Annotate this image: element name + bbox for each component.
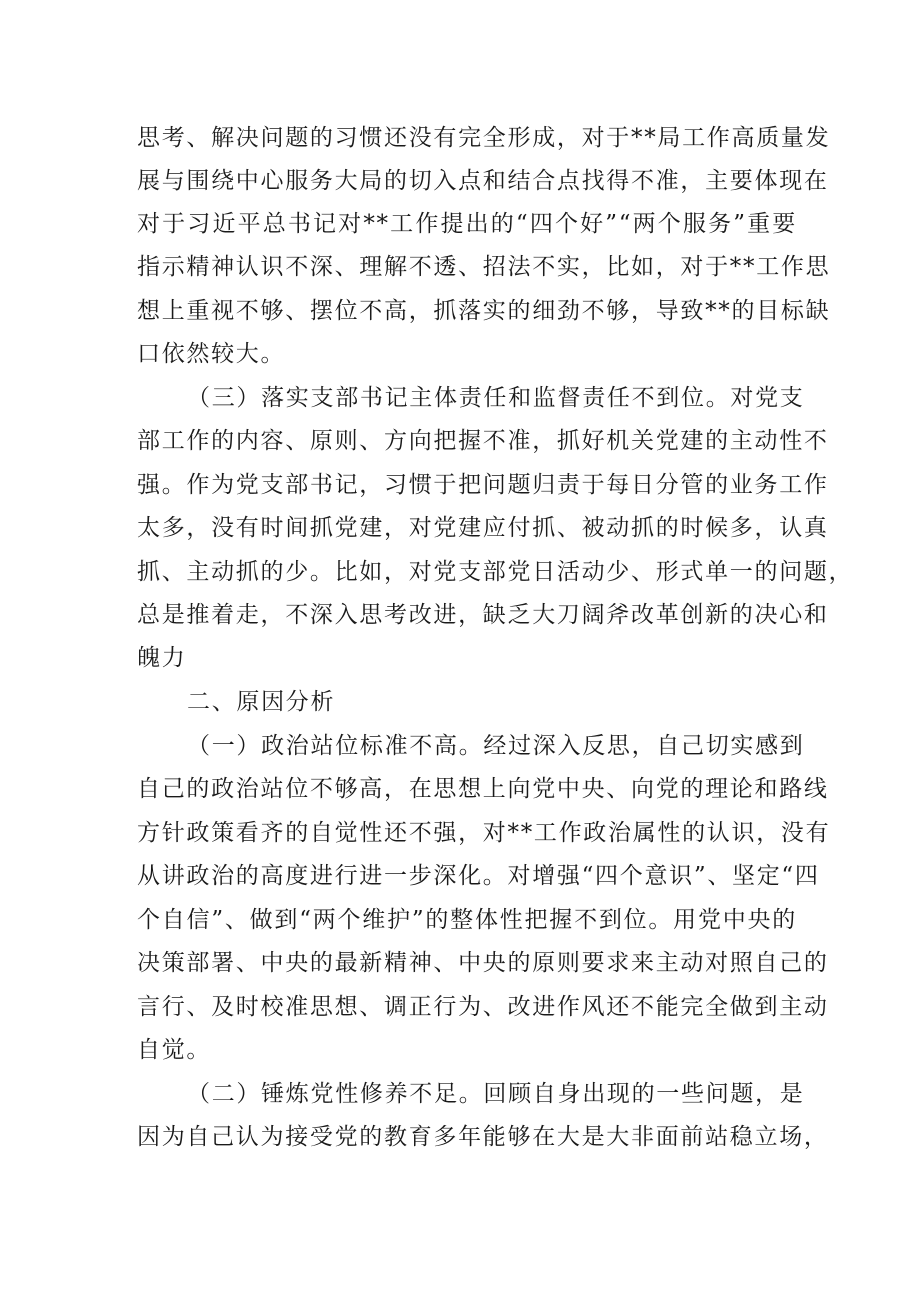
chapter-heading: 二、原因分析 bbox=[187, 689, 336, 715]
text-line: 从讲政治的高度进行进一步深化。对增强“四个意识”、坚定“四 bbox=[137, 863, 820, 889]
text-line: 决策部署、中央的最新精神、中央的原则要求来主动对照自己的 bbox=[137, 950, 829, 976]
text-line: 太多，没有时间抓党建，对党建应付抓、被动抓的时候多，认真 bbox=[137, 515, 829, 541]
text-line: 对于习近平总书记对**工作提出的“四个好”“两个服务”重要 bbox=[137, 211, 797, 237]
text-line: 抓、主动抓的少。比如，对党支部党日活动少、形式单一的问题， bbox=[137, 559, 854, 585]
text-line: 口依然较大。 bbox=[137, 341, 286, 367]
text-line: 魄力 bbox=[137, 645, 187, 671]
text-line: 指示精神认识不深、理解不透、招法不实，比如，对于**工作思 bbox=[137, 254, 831, 280]
section-heading-line: （三）落实支部书记主体责任和监督责任不到位。对党支 bbox=[187, 385, 805, 411]
text-line: 想上重视不够、摆位不高，抓落实的细劲不够，导致**的目标缺 bbox=[137, 298, 831, 324]
text-line: 言行、及时校准思想、调正行为、改进作风还不能完全做到主动 bbox=[137, 994, 829, 1020]
section-heading-line: （一）政治站位标准不高。经过深入反思，自己切实感到 bbox=[187, 733, 805, 759]
text-line: 总是推着走，不深入思考改进，缺乏大刀阔斧改革创新的决心和 bbox=[137, 602, 829, 628]
text-line: 方针政策看齐的自觉性还不强，对**工作政治属性的认识，没有 bbox=[137, 820, 831, 846]
text-line: 展与围绕中心服务大局的切入点和结合点找得不准，主要体现在 bbox=[137, 168, 829, 194]
text-line: 部工作的内容、原则、方向把握不准，抓好机关党建的主动性不 bbox=[137, 428, 829, 454]
text-line: 强。作为党支部书记，习惯于把问题归责于每日分管的业务工作 bbox=[137, 472, 829, 498]
text-line: 思考、解决问题的习惯还没有完全形成，对于**局工作高质量发 bbox=[137, 125, 831, 151]
section-heading-line: （二）锤炼党性修养不足。回顾自身出现的一些问题，是 bbox=[187, 1081, 805, 1107]
text-line: 自觉。 bbox=[137, 1037, 212, 1063]
text-line: 因为自己认为接受党的教育多年能够在大是大非面前站稳立场， bbox=[137, 1124, 829, 1150]
text-line: 个自信”、做到“两个维护”的整体性把握不到位。用党中央的 bbox=[137, 907, 797, 933]
text-line: 自己的政治站位不够高，在思想上向党中央、向党的理论和路线 bbox=[137, 776, 829, 802]
